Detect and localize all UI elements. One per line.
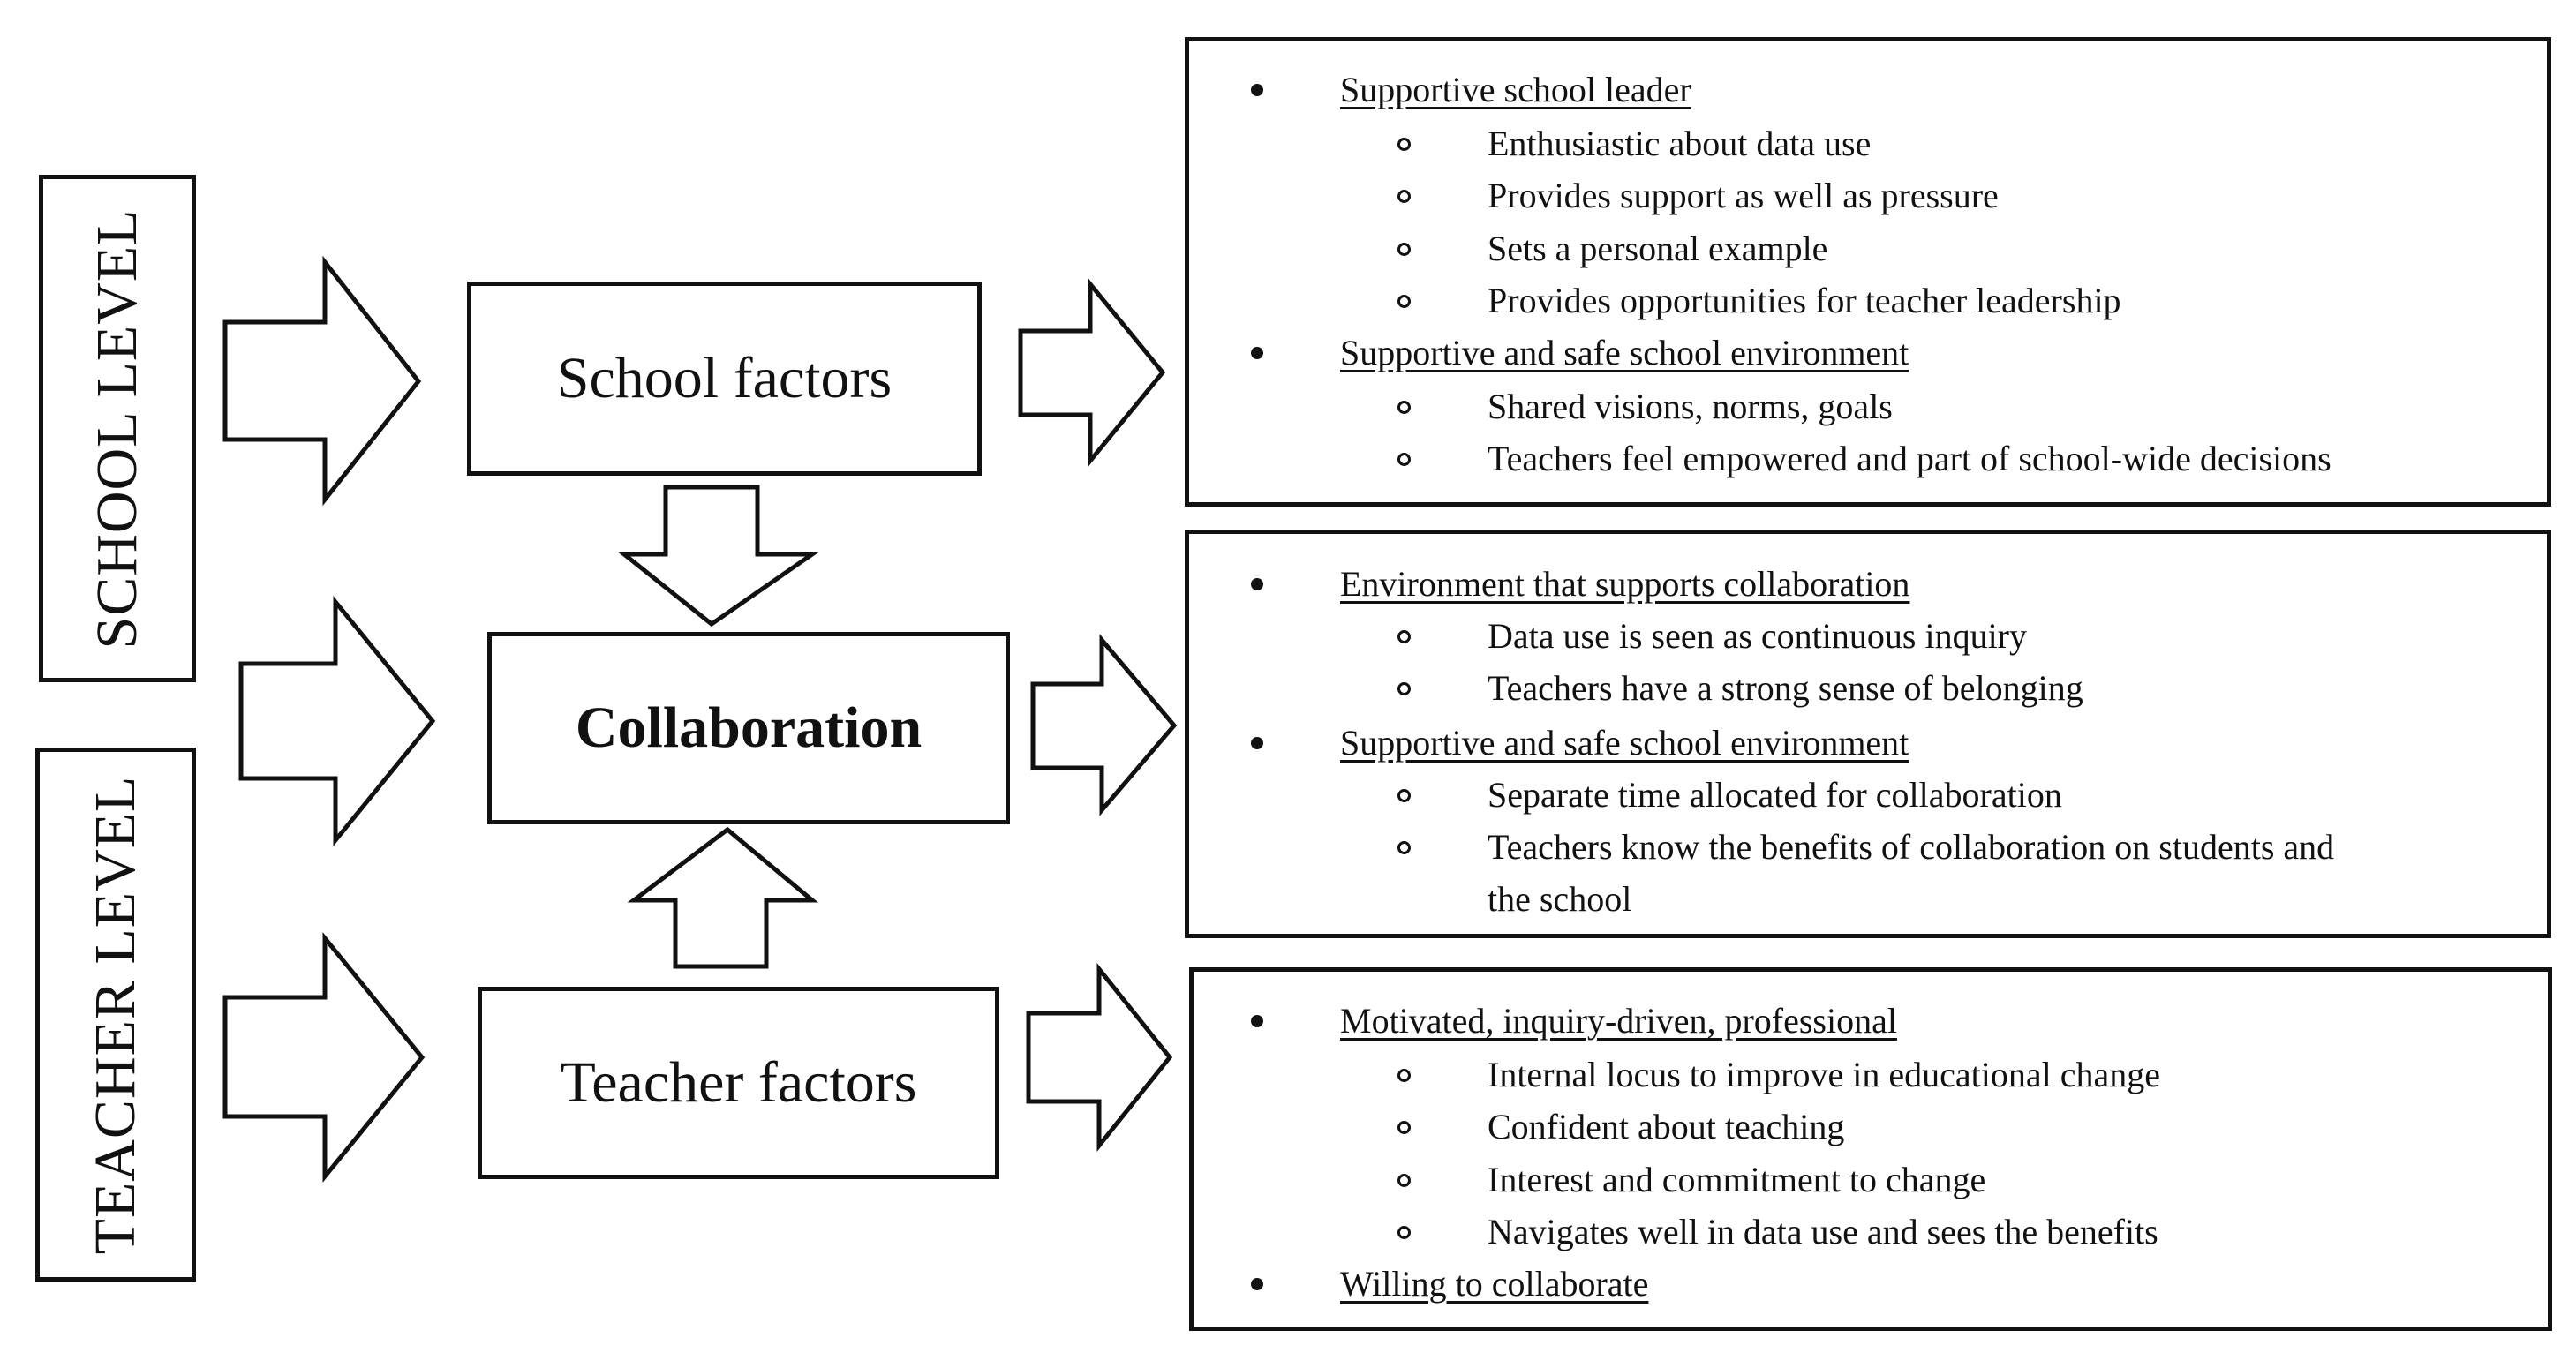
arrow-school-factors-to-panel <box>1021 284 1163 461</box>
sub-bullet <box>1397 630 1411 643</box>
sub-bullet <box>1397 1174 1411 1187</box>
panel-heading: Environment that supports collaboration <box>1340 564 1910 604</box>
bullet <box>1251 1278 1263 1290</box>
panel-heading: Motivated, inquiry-driven, professional <box>1340 1001 1897 1041</box>
arrow-school-level-to-school-factors <box>225 262 418 500</box>
arrow-teacher-level-to-teacher-factors <box>225 938 422 1176</box>
arrow-collaboration-to-panel <box>1033 640 1174 810</box>
panel-item: Separate time allocated for collaboration <box>1488 775 2062 815</box>
sub-bullet <box>1397 453 1411 466</box>
panel-item: Provides opportunities for teacher leadership <box>1488 281 2121 320</box>
panel-heading: Supportive and safe school environment <box>1340 333 1909 372</box>
panel-item: Teachers know the benefits of collaboration on students and <box>1488 827 2335 867</box>
sub-bullet <box>1397 401 1411 414</box>
collaboration-box <box>487 632 1010 824</box>
sub-bullet <box>1397 190 1411 203</box>
panel-item: Teachers have a strong sense of belonging <box>1488 668 2083 708</box>
school-level-text: SCHOOL LEVEL <box>85 207 149 650</box>
sub-bullet <box>1397 789 1411 802</box>
sub-bullet <box>1397 1069 1411 1082</box>
panel-item: Internal locus to improve in educational change <box>1488 1055 2160 1094</box>
sub-bullet <box>1397 295 1411 308</box>
bullet <box>1251 347 1263 359</box>
arrow-teacher-factors-up-to-collaboration <box>634 830 812 966</box>
teacher-factors-label: Teacher factors <box>560 1050 917 1115</box>
panel-heading: Supportive and safe school environment <box>1340 723 1909 763</box>
panel-item: Shared visions, norms, goals <box>1488 387 1893 426</box>
bullet <box>1251 737 1263 749</box>
school-factors-box <box>467 282 982 476</box>
panel-item: Provides support as well as pressure <box>1488 176 1999 215</box>
bullet <box>1251 578 1263 590</box>
panel-heading: Willing to collaborate <box>1340 1264 1649 1304</box>
sub-bullet <box>1397 138 1411 151</box>
teacher-factors-box <box>478 987 999 1179</box>
panel-item: Sets a personal example <box>1488 229 1828 268</box>
school-factors-label: School factors <box>556 346 893 410</box>
sub-bullet <box>1397 682 1411 695</box>
panel-item: Teachers feel empowered and part of school-wide decisions <box>1488 439 2331 478</box>
sub-bullet <box>1397 1121 1411 1134</box>
arrow-teacher-factors-to-panel <box>1028 969 1170 1146</box>
panel-item-continuation: the school <box>1488 879 1632 919</box>
arrow-school-factors-down-to-collaboration <box>624 487 812 624</box>
panel-item: Navigates well in data use and sees the benefits <box>1488 1212 2158 1251</box>
arrow-to-collaboration <box>241 602 433 840</box>
panel-item: Enthusiastic about data use <box>1488 124 1872 163</box>
bullet <box>1251 84 1263 96</box>
collaboration-label: Collaboration <box>575 695 923 760</box>
panel-item: Interest and commitment to change <box>1488 1160 1986 1199</box>
panel-heading: Supportive school leader <box>1340 70 1691 109</box>
panel-item: Data use is seen as continuous inquiry <box>1488 616 2027 656</box>
sub-bullet <box>1397 243 1411 256</box>
sub-bullet <box>1397 841 1411 854</box>
teacher-level-text: TEACHER LEVEL <box>83 775 147 1254</box>
sub-bullet <box>1397 1226 1411 1239</box>
school-level-label <box>39 175 196 682</box>
bullet <box>1251 1015 1263 1027</box>
panel-item: Confident about teaching <box>1488 1107 1845 1146</box>
teacher-level-label <box>35 748 196 1282</box>
